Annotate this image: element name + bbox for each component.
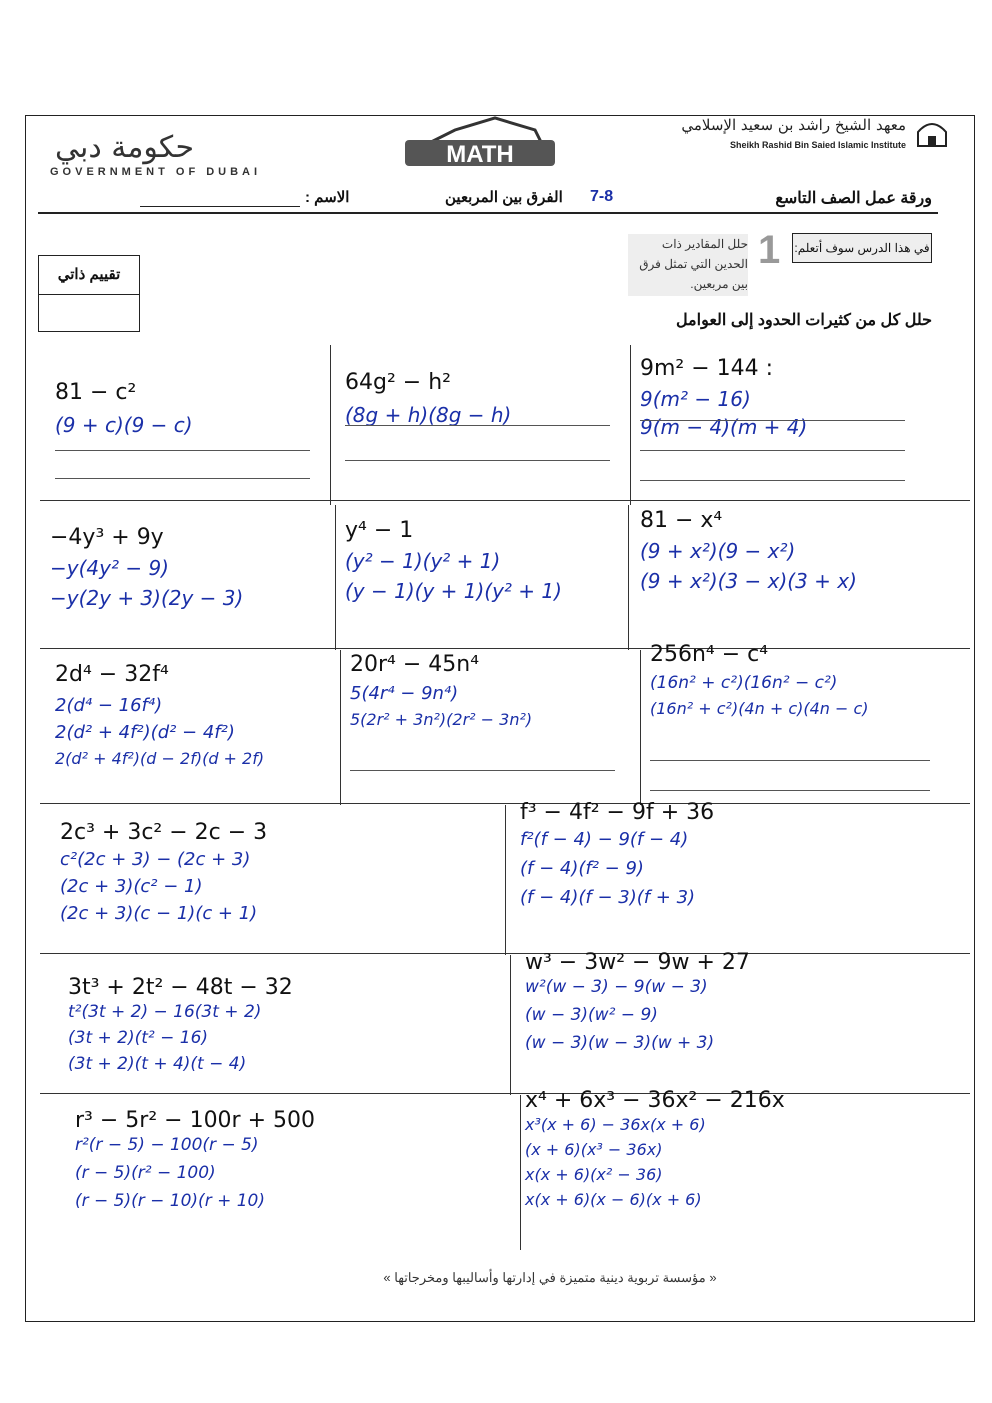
handwritten-answer: 2(d⁴ − 16f⁴) [55,695,163,716]
answer-line [55,478,310,479]
handwritten-answer: 9(m² − 16) [640,387,751,411]
answer-line [350,770,615,771]
problem-12 [68,975,293,1074]
grid-line [330,345,331,505]
handwritten-answer: 2(d² + 4f²)(d − 2f)(d + 2f) [55,749,265,768]
grid-line [340,650,341,805]
answer-line [650,760,930,761]
answer-line [650,790,930,791]
grid-line [505,805,506,955]
problem-question: 2c³ + 3c² − 2c − 3 [60,820,268,845]
math-logo-text: MATH [446,141,514,168]
problem-question: 2d⁴ − 32f⁴ [55,662,169,687]
problem-question: 3t³ + 2t² − 48t − 32 [68,975,293,1000]
problem-11 [520,800,714,908]
handwritten-answer: (16n² + c²)(16n² − c²) [650,673,838,693]
handwritten-answer: (3t + 2)(t² − 16) [68,1028,209,1048]
handwritten-answer: (y² − 1)(y² + 1) [345,549,501,573]
handwritten-answer: (3t + 2)(t + 4)(t − 4) [68,1054,247,1074]
handwritten-answer: 5(4r⁴ − 9n⁴) [350,683,459,704]
grid-line [40,500,970,501]
handwritten-answer: (r − 5)(r − 10)(r + 10) [75,1191,265,1211]
answer-line [345,425,610,426]
problem-13 [525,950,750,1053]
problem-question: 256n⁴ − c⁴ [650,642,769,667]
handwritten-answer: 2(d² + 4f²)(d² − 4f²) [55,722,235,743]
handwritten-answer: x³(x + 6) − 36x(x + 6) [525,1115,706,1134]
institute-name-ar: معهد الشيخ راشد بن سعيد الإسلامي [681,116,906,134]
grid-line [40,1093,970,1094]
problem-question: x⁴ + 6x³ − 36x² − 216x [525,1088,785,1113]
handwritten-answer: (x + 6)(x³ − 36x) [525,1140,663,1159]
handwritten-answer: x(x + 6)(x² − 36) [525,1165,663,1184]
problem-question: r³ − 5r² − 100r + 500 [75,1108,316,1133]
grid-line [40,953,970,954]
objective-number: 1 [758,228,781,272]
self-evaluation-box[interactable] [38,255,140,332]
problem-15 [525,1088,785,1209]
self-evaluation-label: تقييم ذاتي [39,256,139,295]
handwritten-answer: (2c + 3)(c − 1)(c + 1) [60,903,258,924]
problem-8 [350,652,532,729]
problem-1 [55,380,193,437]
problem-question: 81 − x⁴ [640,508,723,533]
grid-line [510,955,511,1095]
problem-5 [345,518,562,603]
grid-line [628,505,629,650]
handwritten-answer: (8g + h)(8g − h) [345,403,512,427]
grid-line [520,1095,521,1250]
instruction: حلل كل من كثيرات الحدود إلى العوامل [675,312,932,329]
mosque-icon [914,114,950,150]
handwritten-answer: (y − 1)(y + 1)(y² + 1) [345,579,562,603]
handwritten-answer: (9 + c)(9 − c) [55,413,193,437]
math-logo [395,110,560,172]
handwritten-answer: r²(r − 5) − 100(r − 5) [75,1135,259,1155]
handwritten-answer: (w − 3)(w² − 9) [525,1005,658,1025]
handwritten-answer: x(x + 6)(x − 6)(x + 6) [525,1190,702,1209]
handwritten-answer: 5(2r² + 3n²)(2r² − 3n²) [350,710,533,729]
lesson-number: 7-8 [590,188,614,205]
worksheet-title: ورقة عمل الصف التاسع [775,190,932,207]
problem-question: 9m² − 144 : [640,356,774,381]
problem-2 [345,370,511,427]
problem-question: −4y³ + 9y [50,525,164,550]
handwritten-answer: c²(2c + 3) − (2c + 3) [60,849,251,870]
problem-question: f³ − 4f² − 9f + 36 [520,800,715,825]
problem-question: 81 − c² [55,380,137,405]
handwritten-answer: −y(2y + 3)(2y − 3) [50,586,244,610]
problem-6 [640,508,857,593]
grid-line [630,345,631,505]
answer-line [640,450,905,451]
handwritten-answer: (f − 4)(f² − 9) [520,858,644,879]
problem-10 [60,820,267,924]
learn-label-box: في هذا الدرس سوف أتعلم: [792,233,932,263]
problem-question: 64g² − h² [345,370,451,395]
handwritten-answer: (9 + x²)(9 − x²) [640,539,796,563]
problem-9 [650,642,869,718]
lesson-objective: حلل المقادير ذات الحدين التي تمثل فرق بين مربعين. [628,234,748,296]
problem-question: 20r⁴ − 45n⁴ [350,652,480,677]
answer-line [640,420,905,421]
handwritten-answer: −y(4y² − 9) [50,556,169,580]
name-label: الاسم : [305,189,350,206]
handwritten-answer: (r − 5)(r² − 100) [75,1163,216,1183]
problem-question: y⁴ − 1 [345,518,414,543]
handwritten-answer: (f − 4)(f − 3)(f + 3) [520,887,696,908]
handwritten-answer: (2c + 3)(c² − 1) [60,876,203,897]
header-divider [38,212,938,214]
answer-line [345,460,610,461]
handwritten-answer: (9 + x²)(3 − x)(3 + x) [640,569,857,593]
grid-line [640,650,641,805]
grid-line [335,505,336,650]
handwritten-answer: (16n² + c²)(4n + c)(4n − c) [650,699,869,718]
name-field[interactable] [140,206,300,207]
problem-3 [640,356,807,439]
institute-name-en: Sheikh Rashid Bin Saied Islamic Institute [729,140,906,150]
handwritten-answer: w²(w − 3) − 9(w − 3) [525,977,708,997]
problem-7 [55,662,264,768]
handwritten-answer: t²(3t + 2) − 16(3t + 2) [68,1002,262,1022]
answer-line [55,450,310,451]
lesson-title: الفرق بين المربعين [445,189,563,206]
institute-logo [670,110,950,160]
grid-line [40,803,970,804]
handwritten-answer: 9(m − 4)(m + 4) [640,415,808,439]
gov-name-ar: حكومة دبي [55,130,195,165]
gov-name-en: GOVERNMENT OF DUBAI [50,166,262,178]
answer-line [640,480,905,481]
problem-question: w³ − 3w² − 9w + 27 [525,950,750,975]
footer-motto: « مؤسسة تربوية دينية متميزة في إدارتها وأساليبها ومخرجاتها » [383,1270,717,1285]
handwritten-answer: (w − 3)(w − 3)(w + 3) [525,1033,715,1053]
handwritten-answer: f²(f − 4) − 9(f − 4) [520,829,689,850]
problem-14 [75,1108,315,1211]
problem-4 [50,525,243,610]
